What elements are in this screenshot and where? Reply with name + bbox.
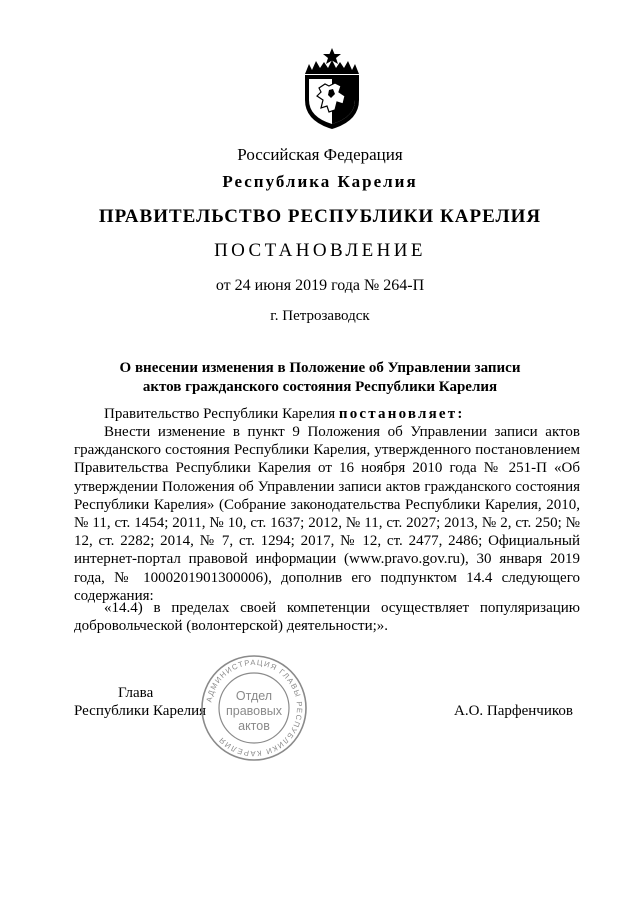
official-stamp (200, 654, 308, 762)
document-city: г. Петрозаводск (270, 308, 370, 324)
document-type: ПОСТАНОВЛЕНИЕ (214, 240, 426, 261)
government-title: ПРАВИТЕЛЬСТВО РЕСПУБЛИКИ КАРЕЛИЯ (98, 206, 542, 227)
signatory-title: Глава (118, 685, 154, 701)
intro-text: Правительство Республики Карелия (104, 406, 339, 422)
karelia-coat-of-arms-icon (299, 48, 365, 130)
subject-line-1: О внесении изменения в Положение об Управлении записи (119, 360, 521, 376)
document-date-number: от 24 июня 2019 года № 264-П (215, 277, 425, 294)
subject-line-2: актов гражданского состояния Республики Карелия (142, 379, 498, 395)
svg-text:правовых: правовых (226, 704, 282, 718)
signatory-name: А.О. Парфенчиков (454, 703, 573, 719)
resolution-quote-paragraph: «14.4) в пределах своей компетенции осуществляет популяризацию добровольческой (волонтерской) деятельности;». (74, 600, 580, 635)
republic-name: Республика Карелия (222, 172, 418, 191)
svg-text:актов: актов (238, 719, 270, 733)
svg-text:Отдел: Отдел (235, 689, 273, 703)
resolution-main-paragraph: Внести изменение в пункт 9 Положения об Управлении записи актов гражданского состояния Республики Карелия, утвержденного постановлением Правительства Республики Карелия от 16 ноября 2010 года № 251-П «Об утверждении Положения об Управлении записи актов гражданского состояния Республики Карелия» (Собрание законодательства Республики Карелия, 2010, № 11, ст. 1454; 2011, № 10, ст. 1637; 2012, № 11, ст. 2027; 2013, № 2, ст. 250; № 12, ст. 2282; 2014, № 7, ст. 1294; 2017, № 12, ст. 2477, 2486; Официальный интернет-портал правовой информации (www.pravo.gov.ru), 30 января 2019 года, № 1000201901300006), дополнив его подпунктом 14.4 следующего содержания: (74, 424, 580, 604)
resolution-intro (74, 405, 580, 423)
resolves-word: постановляет: (338, 406, 465, 422)
signatory-organization: Республики Карелия (74, 703, 207, 719)
country-name: Российская Федерация (237, 145, 403, 164)
svg-text:АДМИНИСТРАЦИЯ ГЛАВЫ РЕСПУБЛИКИ: АДМИНИСТРАЦИЯ ГЛАВЫ РЕСПУБЛИКИ КАРЕЛИЯ (204, 657, 305, 759)
document-subject (0, 359, 640, 397)
